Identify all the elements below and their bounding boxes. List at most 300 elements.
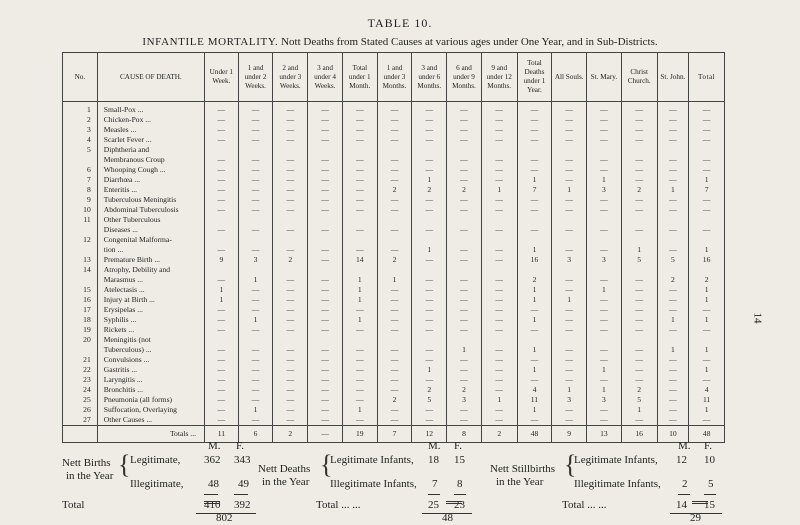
table-cell: 5 (621, 255, 657, 265)
cause-of-death: tion ... (97, 245, 204, 255)
table-cell: — (412, 415, 447, 426)
table-cell: — (205, 225, 239, 235)
table-cell: — (377, 205, 412, 215)
table-cell: — (657, 165, 689, 175)
table-cell: — (552, 155, 587, 165)
table-cell: — (377, 102, 412, 116)
table-cell: 1 (689, 295, 725, 305)
table-cell: 1 (689, 285, 725, 295)
deaths-leg-label: Legitimate Infants, (330, 454, 414, 466)
table-cell (447, 265, 482, 275)
table-cell: — (205, 155, 239, 165)
table-cell: 1 (342, 315, 377, 325)
table-cell: — (621, 375, 657, 385)
table-cell (377, 145, 412, 155)
table-cell: 2 (447, 385, 482, 395)
table-row (63, 305, 725, 315)
table-cell: 2 (657, 275, 689, 285)
table-cell (273, 335, 308, 345)
table-cell: — (205, 405, 239, 415)
cause-of-death: Meningitis (not (97, 335, 204, 345)
table-cell (517, 235, 552, 245)
row-number: 24 (63, 385, 98, 395)
page-number: 14 (751, 312, 764, 324)
header-col: 2 and under 3 Weeks. (273, 53, 308, 102)
table-cell: — (308, 275, 343, 285)
table-cell (517, 265, 552, 275)
table-cell: 1 (657, 185, 689, 195)
table-cell: — (517, 415, 552, 426)
table-cell: — (657, 365, 689, 375)
table-cell: — (412, 325, 447, 335)
table-cell: 1 (689, 365, 725, 375)
table-cell: — (238, 135, 273, 145)
table-cell: — (689, 115, 725, 125)
table-cell: — (273, 295, 308, 305)
stillbirths-f-header: F. (704, 440, 712, 452)
table-row (63, 135, 725, 145)
row-number: 23 (63, 375, 98, 385)
header-row (63, 53, 725, 102)
totals-cell: 6 (238, 426, 273, 443)
row-number: 21 (63, 355, 98, 365)
cause-of-death: Marasmus ... (97, 275, 204, 285)
table-cell: — (205, 205, 239, 215)
table-cell: — (377, 285, 412, 295)
table-cell: — (308, 155, 343, 165)
table-cell (552, 235, 587, 245)
table-cell: — (205, 415, 239, 426)
table-cell: — (342, 245, 377, 255)
table-cell: — (342, 175, 377, 185)
table-cell: — (412, 345, 447, 355)
table-cell: 1 (377, 275, 412, 285)
table-cell: 2 (377, 395, 412, 405)
table-cell: — (447, 315, 482, 325)
table-cell (689, 145, 725, 155)
table-row (63, 115, 725, 125)
table-cell: — (481, 195, 517, 205)
table-cell: — (481, 255, 517, 265)
table-cell: — (689, 375, 725, 385)
table-cell (273, 235, 308, 245)
table-cell: — (447, 205, 482, 215)
row-number: 25 (63, 395, 98, 405)
table-cell: — (342, 355, 377, 365)
rule (678, 494, 690, 495)
table-cell: — (308, 125, 343, 135)
table-cell: — (342, 415, 377, 426)
births-f-header: F. (236, 440, 244, 452)
table-cell (657, 145, 689, 155)
table-cell: — (342, 102, 377, 116)
cause-of-death: Syphilis ... (97, 315, 204, 325)
table-cell: — (308, 185, 343, 195)
table-cell: 1 (412, 175, 447, 185)
table-cell: 1 (552, 385, 587, 395)
totals-cell: 19 (342, 426, 377, 443)
table-cell: — (447, 155, 482, 165)
table-cell (308, 265, 343, 275)
cause-of-death: Gastritis ... (97, 365, 204, 375)
row-number: 27 (63, 415, 98, 426)
table-cell: — (377, 415, 412, 426)
table-cell: — (657, 135, 689, 145)
cause-of-death: Bronchitis ... (97, 385, 204, 395)
table-cell: 1 (481, 395, 517, 405)
table-cell: — (412, 305, 447, 315)
table-cell: 1 (517, 175, 552, 185)
deaths-f-header: F. (454, 440, 462, 452)
header-col: Total (689, 53, 725, 102)
table-cell: — (342, 165, 377, 175)
table-cell: — (342, 305, 377, 315)
row-number: 26 (63, 405, 98, 415)
table-cell (412, 235, 447, 245)
table-cell: — (689, 225, 725, 235)
table-cell: — (621, 225, 657, 235)
table-cell (587, 235, 622, 245)
table-cell (447, 235, 482, 245)
table-cell: 1 (517, 405, 552, 415)
table-cell: — (377, 245, 412, 255)
table-cell: — (587, 375, 622, 385)
table-cell: — (377, 165, 412, 175)
row-number (63, 245, 98, 255)
table-cell: — (377, 315, 412, 325)
table-row (63, 325, 725, 335)
table-cell (689, 335, 725, 345)
row-number: 5 (63, 145, 98, 155)
table-cell: — (377, 115, 412, 125)
table-cell: 1 (517, 315, 552, 325)
table-cell (587, 265, 622, 275)
table-cell: 1 (552, 185, 587, 195)
table-cell (447, 215, 482, 225)
table-cell: — (481, 125, 517, 135)
row-number: 7 (63, 175, 98, 185)
table-cell: — (447, 255, 482, 265)
table-cell: — (447, 405, 482, 415)
header-col: 3 and under 6 Months. (412, 53, 447, 102)
row-number: 12 (63, 235, 98, 245)
header-col: 1 and under 3 Months. (377, 53, 412, 102)
table-cell (342, 235, 377, 245)
table-cell: — (447, 275, 482, 285)
table-cell: — (481, 375, 517, 385)
table-cell: — (447, 225, 482, 235)
table-cell: — (447, 375, 482, 385)
table-cell: — (621, 325, 657, 335)
table-cell (587, 145, 622, 155)
table-cell (205, 215, 239, 225)
table-cell: 2 (689, 275, 725, 285)
table-cell: 2 (377, 255, 412, 265)
table-row (63, 405, 725, 415)
cause-of-death: Suffocation, Overlaying (97, 405, 204, 415)
table-cell: — (412, 225, 447, 235)
table-cell (308, 335, 343, 345)
table-cell (273, 145, 308, 155)
row-number: 9 (63, 195, 98, 205)
cause-of-death: Measles ... (97, 125, 204, 135)
rule (704, 494, 716, 495)
table-cell: — (412, 375, 447, 385)
table-cell: — (238, 185, 273, 195)
table-cell: 5 (621, 395, 657, 405)
births-grand-total: 802 (216, 512, 233, 524)
table-cell: — (621, 135, 657, 145)
deaths-total-label: Total ... ... (316, 499, 361, 511)
table-cell: — (273, 415, 308, 426)
stillbirths-ill-label: Illegitimate Infants, (574, 478, 661, 490)
table-cell: 1 (238, 315, 273, 325)
table-row (63, 355, 725, 365)
deaths-total-m: 25 (428, 499, 439, 511)
header-col: Total under 1 Month. (342, 53, 377, 102)
table-cell (587, 215, 622, 225)
header-no: No. (63, 53, 98, 102)
table-cell: — (205, 305, 239, 315)
row-number: 16 (63, 295, 98, 305)
table-cell (238, 215, 273, 225)
table-cell: — (308, 365, 343, 375)
deaths-summary (258, 440, 473, 524)
deaths-title-1: Nett Deaths (258, 463, 311, 475)
table-cell: 1 (517, 365, 552, 375)
row-number: 17 (63, 305, 98, 315)
table-cell: 14 (342, 255, 377, 265)
table-cell (481, 145, 517, 155)
cause-of-death: Other Causes ... (97, 415, 204, 426)
table-cell: — (308, 195, 343, 205)
totals-cell: 2 (273, 426, 308, 443)
table-cell: 1 (238, 275, 273, 285)
table-cell: — (273, 355, 308, 365)
table-cell: — (238, 295, 273, 305)
table-cell: 1 (657, 315, 689, 325)
cause-of-death: Premature Birth ... (97, 255, 204, 265)
table-cell: — (238, 305, 273, 315)
header-col: All Souls. (552, 53, 587, 102)
table-cell: — (447, 325, 482, 335)
row-number (63, 275, 98, 285)
table-cell: 3 (587, 185, 622, 195)
table-cell: — (205, 355, 239, 365)
table-cell: — (517, 325, 552, 335)
cause-of-death: Tuberculous Meningitis (97, 195, 204, 205)
table-cell: — (308, 325, 343, 335)
table-cell: — (552, 345, 587, 355)
deaths-leg-f: 15 (454, 454, 465, 466)
table-cell: — (205, 315, 239, 325)
header-col: Under 1 Week. (205, 53, 239, 102)
table-cell: — (587, 125, 622, 135)
table-cell (552, 265, 587, 275)
stillbirths-ill-f: 5 (708, 478, 714, 490)
subtitle-main: INFANTILE MORTALITY. (142, 36, 279, 48)
table-row (63, 155, 725, 165)
table-cell: — (342, 395, 377, 405)
header-col: St. Mary. (587, 53, 622, 102)
births-ill-m: 48 (208, 478, 219, 490)
table-cell: — (205, 195, 239, 205)
table-cell: — (657, 102, 689, 116)
table-cell (412, 215, 447, 225)
table-cell: — (657, 385, 689, 395)
deaths-ill-m: 7 (432, 478, 438, 490)
table-cell (377, 335, 412, 345)
table-cell: — (447, 125, 482, 135)
table-cell: — (308, 175, 343, 185)
table-cell: 1 (342, 285, 377, 295)
table-cell (552, 335, 587, 345)
table-cell: — (273, 125, 308, 135)
table-cell: — (205, 275, 239, 285)
cause-of-death: Atelectasis ... (97, 285, 204, 295)
table-body (63, 102, 725, 426)
table-cell: — (412, 205, 447, 215)
table-cell: — (273, 205, 308, 215)
table-row (63, 285, 725, 295)
stillbirths-leg-label: Legitimate Infants, (574, 454, 658, 466)
table-cell: — (447, 175, 482, 185)
table-cell: 2 (621, 185, 657, 195)
table-cell: — (657, 285, 689, 295)
table-cell (342, 145, 377, 155)
table-cell: — (689, 325, 725, 335)
table-cell: 1 (587, 175, 622, 185)
row-number: 22 (63, 365, 98, 375)
table-cell: — (481, 285, 517, 295)
table-cell: 11 (689, 395, 725, 405)
totals-cell: 9 (552, 426, 587, 443)
table-cell (621, 215, 657, 225)
table-cell: — (657, 125, 689, 135)
table-cell: — (342, 205, 377, 215)
row-number: 15 (63, 285, 98, 295)
brace-icon: { (320, 450, 333, 479)
table-cell: — (342, 185, 377, 195)
stillbirths-total-f: 15 (704, 499, 715, 511)
table-cell: — (238, 245, 273, 255)
table-cell: — (587, 315, 622, 325)
table-cell: — (552, 135, 587, 145)
table-cell: — (377, 305, 412, 315)
table-cell (238, 145, 273, 155)
table-row (63, 175, 725, 185)
table-cell: — (377, 375, 412, 385)
table-cell: 1 (205, 285, 239, 295)
table-cell: — (552, 205, 587, 215)
table-cell (689, 215, 725, 225)
table-cell: — (657, 325, 689, 335)
table-cell (689, 265, 725, 275)
table-cell: — (273, 102, 308, 116)
table-cell: 9 (205, 255, 239, 265)
table-cell: — (621, 102, 657, 116)
deaths-title-2: in the Year (262, 476, 310, 488)
table-cell: — (412, 295, 447, 305)
header-col: St. John. (657, 53, 689, 102)
table-cell: — (481, 325, 517, 335)
table-cell: — (342, 225, 377, 235)
stillbirths-summary (490, 440, 730, 524)
totals-cell: 7 (377, 426, 412, 443)
table-cell: — (308, 375, 343, 385)
stillbirths-leg-m: 12 (676, 454, 687, 466)
cause-of-death: Abdominal Tuberculosis (97, 205, 204, 215)
table-cell: — (657, 395, 689, 405)
table-cell: — (657, 355, 689, 365)
births-ill-label: Illegitimate, (130, 478, 184, 490)
table-cell: 1 (412, 245, 447, 255)
rule (428, 494, 440, 495)
table-cell: — (587, 295, 622, 305)
table-cell: — (587, 115, 622, 125)
table-cell: 1 (587, 365, 622, 375)
table-cell (657, 335, 689, 345)
table-cell: — (481, 295, 517, 305)
table-cell: — (621, 305, 657, 315)
table-cell: — (205, 125, 239, 135)
table-cell: — (412, 255, 447, 265)
subtitle-rest: Nott Deaths from Stated Causes at various ages under One Year, and in Sub-Districts. (281, 36, 658, 48)
table-cell: — (308, 405, 343, 415)
brace-icon: { (118, 450, 131, 479)
table-cell: — (657, 245, 689, 255)
table-cell: — (238, 165, 273, 175)
cause-of-death: Tuberculous) ... (97, 345, 204, 355)
totals-label: Totals ... (97, 426, 204, 443)
table-cell: — (412, 102, 447, 116)
table-cell: 1 (689, 175, 725, 185)
table-row (63, 102, 725, 116)
table-cell: — (481, 225, 517, 235)
table-cell: — (342, 325, 377, 335)
table-cell: — (481, 365, 517, 375)
table-cell: — (552, 315, 587, 325)
table-cell: — (412, 355, 447, 365)
cause-of-death: Membranous Croup (97, 155, 204, 165)
table-cell: — (657, 295, 689, 305)
births-total-m: 410 (204, 499, 221, 511)
table-cell: — (481, 175, 517, 185)
table-cell: — (377, 385, 412, 395)
table-cell (342, 265, 377, 275)
table-cell: — (412, 195, 447, 205)
header-col: 3 and under 4 Weeks. (308, 53, 343, 102)
table-cell: — (587, 225, 622, 235)
table-cell: — (273, 185, 308, 195)
table-cell: — (238, 415, 273, 426)
table-cell: 1 (342, 275, 377, 285)
table-cell: — (342, 125, 377, 135)
table-cell: — (552, 175, 587, 185)
table-cell: — (517, 305, 552, 315)
table-cell: — (517, 165, 552, 175)
table-cell: — (517, 135, 552, 145)
table-row (63, 255, 725, 265)
table-cell: — (657, 195, 689, 205)
table-cell: — (273, 315, 308, 325)
table-cell: — (621, 365, 657, 375)
table-cell: — (587, 305, 622, 315)
table-cell: — (447, 305, 482, 315)
table-cell: — (481, 102, 517, 116)
table-cell: 7 (689, 185, 725, 195)
table-cell: — (481, 135, 517, 145)
